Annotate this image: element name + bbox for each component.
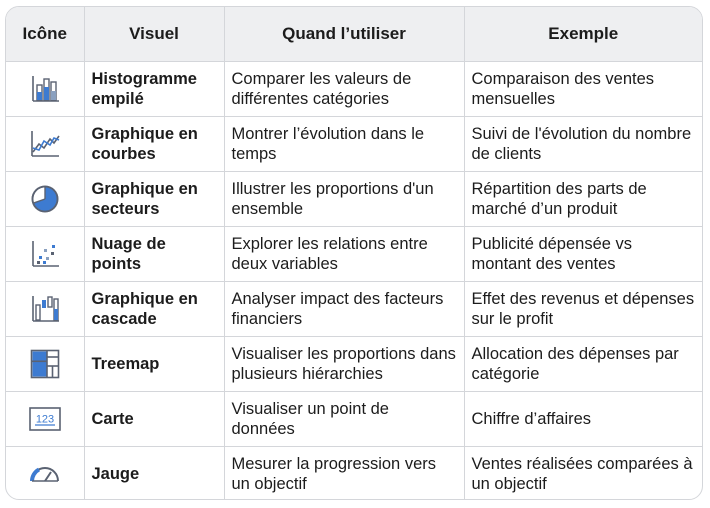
waterfall-chart-icon <box>6 281 84 336</box>
quand-cell: Visualiser un point de données <box>224 391 464 446</box>
quand-cell: Illustrer les proportions d'un ensemble <box>224 171 464 226</box>
visuel-cell: Graphique en courbes <box>84 116 224 171</box>
header-row <box>6 7 702 61</box>
table-row <box>6 171 702 226</box>
stacked-bar-chart-icon <box>6 61 84 116</box>
pie-chart-icon <box>6 171 84 226</box>
header-icon: Icône <box>6 7 84 61</box>
quand-cell: Visualiser les proportions dans plusieurs hiérarchies <box>224 336 464 391</box>
card-icon-text: 123 <box>35 413 54 425</box>
exemple-cell: Ventes réalisées comparées à un objectif <box>471 454 693 493</box>
visuel-cell: Nuage de points <box>84 226 224 281</box>
visuel-cell: Graphique en secteurs <box>84 171 224 226</box>
quand-cell: Mesurer la progression vers un objectif <box>224 446 464 500</box>
quand-cell: Comparer les valeurs de différentes catégories <box>224 61 464 116</box>
line-chart-icon <box>6 116 84 171</box>
quand-cell: Analyser impact des facteurs financiers <box>224 281 464 336</box>
card-icon <box>6 391 84 446</box>
header-exemple: Exemple <box>464 7 702 61</box>
exemple-cell: Comparaison des ventes mensuelles <box>464 61 702 116</box>
exemple-cell: Suivi de l'évolution du nombre de clients <box>464 116 702 171</box>
exemple-cell: Effet des revenus et dépenses sur le profit <box>464 281 702 336</box>
exemple-cell: Allocation des dépenses par catégorie <box>464 336 702 391</box>
exemple-cell: Chiffre d’affaires <box>464 391 702 446</box>
scatter-plot-icon <box>6 226 84 281</box>
table-row <box>6 116 702 171</box>
visuel-cell: Jauge <box>84 446 224 500</box>
table-row <box>6 281 702 336</box>
quand-cell: Montrer l’évolution dans le temps <box>224 116 464 171</box>
table-row <box>6 336 702 391</box>
table-row <box>6 226 702 281</box>
table-row <box>6 61 702 116</box>
exemple-cell: Publicité dépensée vs montant des ventes <box>464 226 702 281</box>
visuel-cell: Histogramme empilé <box>84 61 224 116</box>
table-row <box>6 391 702 446</box>
visuel-cell: Carte <box>84 391 224 446</box>
exemple-cell: Répartition des parts de marché d’un produit <box>464 171 702 226</box>
table-row <box>6 446 702 500</box>
visuel-cell: Graphique en cascade <box>84 281 224 336</box>
header-visuel: Visuel <box>84 7 224 61</box>
visuel-cell: Treemap <box>84 336 224 391</box>
visual-types-table-container <box>5 6 703 500</box>
treemap-icon <box>6 336 84 391</box>
header-quand: Quand l’utiliser <box>224 7 464 61</box>
quand-cell: Explorer les relations entre deux variables <box>224 226 464 281</box>
gauge-icon <box>6 446 84 500</box>
visual-types-table <box>6 7 702 500</box>
